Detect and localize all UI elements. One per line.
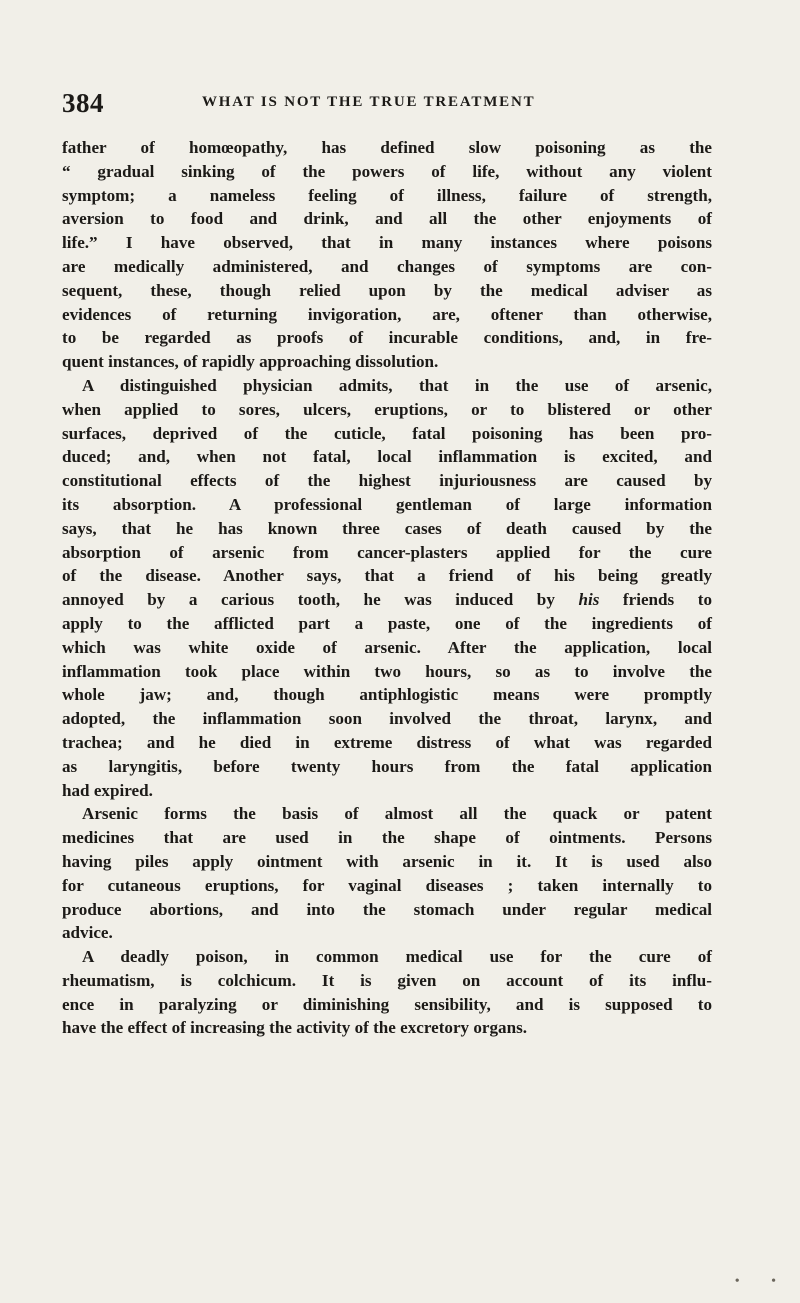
text-line: are medically administered, and changes of symptoms are con-: [62, 256, 712, 276]
text-line: rheumatism, is colchicum. It is given on account of its influ-: [62, 970, 712, 990]
text-line: sequent, these, though relied upon by the medical adviser as: [62, 280, 712, 300]
text-line: have the effect of increasing the activity of the excretory organs.: [62, 1018, 528, 1038]
text-line: [62, 588, 712, 612]
text-line: of the disease. Another says, that a friend of his being greatly: [62, 566, 712, 586]
italic-word: his: [578, 590, 600, 610]
text-line: produce abortions, and into the stomach under regular medical: [62, 899, 712, 919]
paragraph-3: [62, 802, 712, 945]
paragraph-1: [62, 136, 712, 374]
text-line: apply to the afflicted part a paste, one of the ingredients of: [62, 613, 712, 633]
text-line: ence in paralyzing or diminishing sensibility, and is supposed to: [62, 994, 712, 1014]
text-line: for cutaneous eruptions, for vaginal diseases ; taken internally to: [62, 875, 712, 895]
text-line: evidences of returning invigoration, are, oftener than otherwise,: [62, 304, 712, 324]
text-line: when applied to sores, ulcers, eruptions, or to blistered or other: [62, 399, 712, 419]
chapter-title: WHAT IS NOT THE TRUE TREATMENT: [202, 94, 536, 110]
text-line: which was white oxide of arsenic. After the application, local: [62, 637, 712, 657]
text-segment: annoyed by a carious tooth, he was induced by: [62, 590, 555, 610]
text-line: absorption of arsenic from cancer-plasters applied for the cure: [62, 542, 712, 562]
text-line: its absorption. A professional gentleman of large information: [62, 494, 712, 514]
text-line: whole jaw; and, though antiphlogistic means were promptly: [62, 685, 712, 705]
text-line: life.” I have observed, that in many instances where poisons: [62, 233, 712, 253]
body-text: [62, 136, 712, 1040]
scan-edge-marks: • •: [734, 1274, 790, 1289]
text-line: symptom; a nameless feeling of illness, failure of strength,: [62, 185, 712, 205]
text-line: A deadly poison, in common medical use for the cure of: [82, 947, 712, 967]
text-line: having piles apply ointment with arsenic in it. It is used also: [62, 851, 712, 871]
text-line: trachea; and he died in extreme distress of what was regarded: [62, 732, 712, 752]
paragraph-4: [62, 945, 712, 1040]
text-line: Arsenic forms the basis of almost all the quack or patent: [82, 804, 712, 824]
text-line: “ gradual sinking of the powers of life, without any violent: [62, 161, 712, 181]
text-segment: friends to: [622, 590, 712, 610]
paragraph-2: [62, 374, 712, 802]
text-line: quent instances, of rapidly approaching dissolution.: [62, 352, 439, 372]
running-head: [62, 88, 712, 118]
text-line: advice.: [62, 923, 113, 943]
text-line: A distinguished physician admits, that in the use of arsenic,: [82, 375, 712, 395]
text-line: had expired.: [62, 780, 153, 800]
text-line: as laryngitis, before twenty hours from the fatal application: [62, 756, 712, 776]
text-line: says, that he has known three cases of death caused by the: [62, 518, 712, 538]
text-line: inflammation took place within two hours, so as to involve the: [62, 661, 712, 681]
text-line: duced; and, when not fatal, local inflammation is excited, and: [62, 447, 712, 467]
text-line: aversion to food and drink, and all the other enjoyments of: [62, 209, 712, 229]
text-line: father of homœopathy, has defined slow poisoning as the: [62, 138, 712, 157]
text-line: constitutional effects of the highest injuriousness are caused by: [62, 471, 712, 491]
text-line: medicines that are used in the shape of ointments. Persons: [62, 828, 712, 848]
text-line: to be regarded as proofs of incurable conditions, and, in fre-: [62, 328, 712, 348]
page-number: 384: [62, 88, 104, 118]
text-line: surfaces, deprived of the cuticle, fatal poisoning has been pro-: [62, 423, 712, 443]
text-line: adopted, the inflammation soon involved the throat, larynx, and: [62, 709, 712, 729]
